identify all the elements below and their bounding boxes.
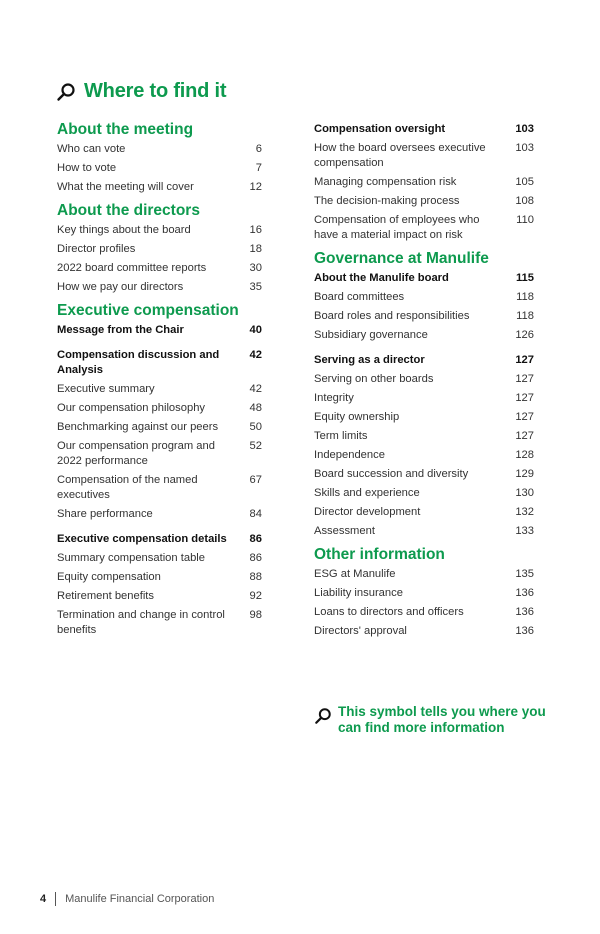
toc-entry-page: 35 <box>249 281 262 293</box>
toc-entry-page: 98 <box>249 609 262 621</box>
toc-entry-label: Compensation discussion and Analysis <box>57 349 220 376</box>
legend-text: This symbol tells you where you can find more information <box>338 704 546 735</box>
toc-entry-page: 136 <box>515 587 534 599</box>
toc-entry[interactable] <box>57 399 262 418</box>
toc-entry-page: 127 <box>515 373 534 385</box>
toc-entry-page: 86 <box>249 533 262 545</box>
toc-entry[interactable] <box>314 389 534 408</box>
toc-entry[interactable] <box>314 565 534 584</box>
toc-entry-label: Directors' approval <box>314 625 407 637</box>
toc-entry-label: Loans to directors and officers <box>314 606 464 618</box>
toc-entry-page: 115 <box>515 272 534 284</box>
toc-entry-page: 136 <box>515 606 534 618</box>
footer-divider <box>55 892 56 906</box>
toc-entry-label: 2022 board committee reports <box>57 262 207 274</box>
page-title <box>56 80 226 103</box>
toc-entry-page: 127 <box>515 430 534 442</box>
toc-entry[interactable] <box>314 603 534 622</box>
toc-entry[interactable] <box>314 326 534 345</box>
toc-entry-page: 132 <box>515 506 534 518</box>
toc-entry-page: 42 <box>249 349 262 361</box>
toc-entry-page: 12 <box>249 181 262 193</box>
toc-entry[interactable] <box>314 192 534 211</box>
section-heading: About the meeting <box>57 121 194 138</box>
toc-entry[interactable] <box>314 622 534 641</box>
page-number: 4 <box>40 893 47 905</box>
toc-entry-label: Who can vote <box>57 143 126 155</box>
toc-entry-label: Board roles and responsibilities <box>314 310 470 322</box>
toc-entry-label: The decision-making process <box>314 195 460 207</box>
section-heading: Governance at Manulife <box>314 250 489 267</box>
toc-entry-page: 126 <box>515 329 534 341</box>
toc-entry-page: 18 <box>249 243 262 255</box>
toc-entry-page: 128 <box>515 449 534 461</box>
page-title-text: Where to find it <box>84 80 227 102</box>
toc-entry-label: Assessment <box>314 525 375 537</box>
page-footer <box>40 892 214 906</box>
toc-entry-label: What the meeting will cover <box>57 181 194 193</box>
toc-entry-label: ESG at Manulife <box>314 568 396 580</box>
toc-entry-page: 67 <box>249 474 262 486</box>
toc-entry[interactable] <box>57 178 262 197</box>
toc-entry-label: Our compensation philosophy <box>57 402 206 414</box>
toc-entry-label: Compensation of employees who have a material impact on risk <box>314 214 480 241</box>
toc-entry[interactable] <box>314 427 534 446</box>
toc-entry[interactable] <box>57 380 262 399</box>
toc-entry-label: Equity ownership <box>314 411 400 423</box>
toc-entry-label: Director development <box>314 506 421 518</box>
toc-entry-page: 136 <box>515 625 534 637</box>
toc-entry[interactable] <box>57 221 262 240</box>
toc-entry[interactable] <box>57 259 262 278</box>
toc-entry-page: 40 <box>249 324 262 336</box>
toc-entry-page: 86 <box>249 552 262 564</box>
toc-entry[interactable] <box>57 140 262 159</box>
toc-entry[interactable] <box>57 321 262 340</box>
toc-entry[interactable] <box>314 370 534 389</box>
toc-entry[interactable] <box>57 587 262 606</box>
toc-entry[interactable] <box>314 288 534 307</box>
toc-entry[interactable] <box>314 269 534 288</box>
toc-entry-label: Subsidiary governance <box>314 329 428 341</box>
toc-entry-page: 129 <box>515 468 534 480</box>
toc-entry[interactable] <box>314 465 534 484</box>
toc-entry[interactable] <box>57 606 262 640</box>
section-heading: Other information <box>314 546 445 563</box>
toc-entry-page: 105 <box>515 176 534 188</box>
symbol-legend <box>314 704 553 736</box>
toc-entry-label: Message from the Chair <box>57 324 184 336</box>
toc-entry[interactable] <box>314 503 534 522</box>
toc-entry-page: 133 <box>515 525 534 537</box>
toc-entry-page: 135 <box>515 568 534 580</box>
toc-entry[interactable] <box>314 139 534 173</box>
toc-entry[interactable] <box>314 522 534 541</box>
toc-entry-page: 52 <box>249 440 262 452</box>
toc-entry[interactable] <box>314 584 534 603</box>
toc-entry-page: 30 <box>249 262 262 274</box>
toc-entry-label: Retirement benefits <box>57 590 155 602</box>
toc-entry-label: Independence <box>314 449 385 461</box>
toc-entry-label: Managing compensation risk <box>314 176 457 188</box>
toc-entry-page: 127 <box>515 411 534 423</box>
toc-entry-label: Board succession and diversity <box>314 468 469 480</box>
toc-entry-label: Liability insurance <box>314 587 403 599</box>
toc-entry[interactable] <box>57 568 262 587</box>
toc-entry-label: Equity compensation <box>57 571 161 583</box>
toc-entry-page: 7 <box>255 162 262 174</box>
toc-entry-page: 88 <box>249 571 262 583</box>
toc-entry-label: Board committees <box>314 291 405 303</box>
toc-entry-label: Director profiles <box>57 243 136 255</box>
toc-entry-label: Benchmarking against our peers <box>57 421 219 433</box>
toc-entry[interactable] <box>57 505 262 524</box>
toc-entry-page: 42 <box>249 383 262 395</box>
toc-entry-page: 108 <box>515 195 534 207</box>
toc-entry-label: Skills and experience <box>314 487 420 499</box>
toc-entry-page: 16 <box>249 224 262 236</box>
toc-entry-label: Executive summary <box>57 383 155 395</box>
toc-entry[interactable] <box>314 307 534 326</box>
toc-entry[interactable] <box>57 471 262 505</box>
toc-entry-label: Compensation of the named executives <box>57 474 198 501</box>
toc-entry[interactable] <box>57 159 262 178</box>
toc-entry[interactable] <box>314 120 534 139</box>
toc-entry[interactable] <box>314 484 534 503</box>
toc-entry-label: How to vote <box>57 162 117 174</box>
toc-entry[interactable] <box>57 530 262 549</box>
toc-entry[interactable] <box>57 240 262 259</box>
magnifying-glass-icon <box>56 82 76 102</box>
toc-entry[interactable] <box>314 446 534 465</box>
toc-entry-label: Termination and change in control benefits <box>57 609 225 636</box>
toc-entry-label: How the board oversees executive compensation <box>314 142 486 169</box>
toc-entry[interactable] <box>57 418 262 437</box>
toc-entry-page: 127 <box>515 354 534 366</box>
toc-entry-label: Share performance <box>57 508 153 520</box>
toc-entry-page: 6 <box>255 143 262 155</box>
toc-entry-label: About the Manulife board <box>314 272 449 284</box>
toc-entry[interactable] <box>314 211 534 245</box>
toc-entry-label: Integrity <box>314 392 354 404</box>
toc-entry-page: 103 <box>515 142 534 154</box>
toc-entry-page: 103 <box>515 123 534 135</box>
toc-entry-page: 118 <box>516 310 534 322</box>
toc-entry-label: Our compensation program and 2022 performance <box>57 440 215 467</box>
toc-left-column <box>57 120 262 640</box>
magnifying-glass-icon <box>314 707 332 725</box>
toc-entry-label: Key things about the board <box>57 224 191 236</box>
toc-entry-page: 118 <box>516 291 534 303</box>
toc-entry-label: Serving on other boards <box>314 373 434 385</box>
toc-entry-page: 127 <box>515 392 534 404</box>
toc-entry[interactable] <box>314 173 534 192</box>
toc-entry[interactable] <box>57 549 262 568</box>
toc-entry-label: Summary compensation table <box>57 552 205 564</box>
toc-entry[interactable] <box>57 278 262 297</box>
toc-entry-label: Term limits <box>314 430 368 442</box>
toc-entry-page: 48 <box>249 402 262 414</box>
toc-entry[interactable] <box>57 346 262 380</box>
toc-entry-page: 50 <box>249 421 262 433</box>
toc-entry[interactable] <box>314 408 534 427</box>
toc-entry[interactable] <box>57 437 262 471</box>
toc-entry-page: 130 <box>515 487 534 499</box>
toc-right-column <box>314 120 534 641</box>
toc-entry-page: 110 <box>516 214 534 226</box>
toc-entry-label: How we pay our directors <box>57 281 184 293</box>
toc-entry-label: Compensation oversight <box>314 123 446 135</box>
section-heading: About the directors <box>57 202 200 219</box>
toc-entry-label: Executive compensation details <box>57 533 227 545</box>
toc-entry-label: Serving as a director <box>314 354 425 366</box>
section-heading: Executive compensation <box>57 302 239 319</box>
toc-entry-page: 92 <box>249 590 262 602</box>
toc-entry-page: 84 <box>249 508 262 520</box>
company-name: Manulife Financial Corporation <box>65 893 215 905</box>
toc-entry[interactable] <box>314 351 534 370</box>
